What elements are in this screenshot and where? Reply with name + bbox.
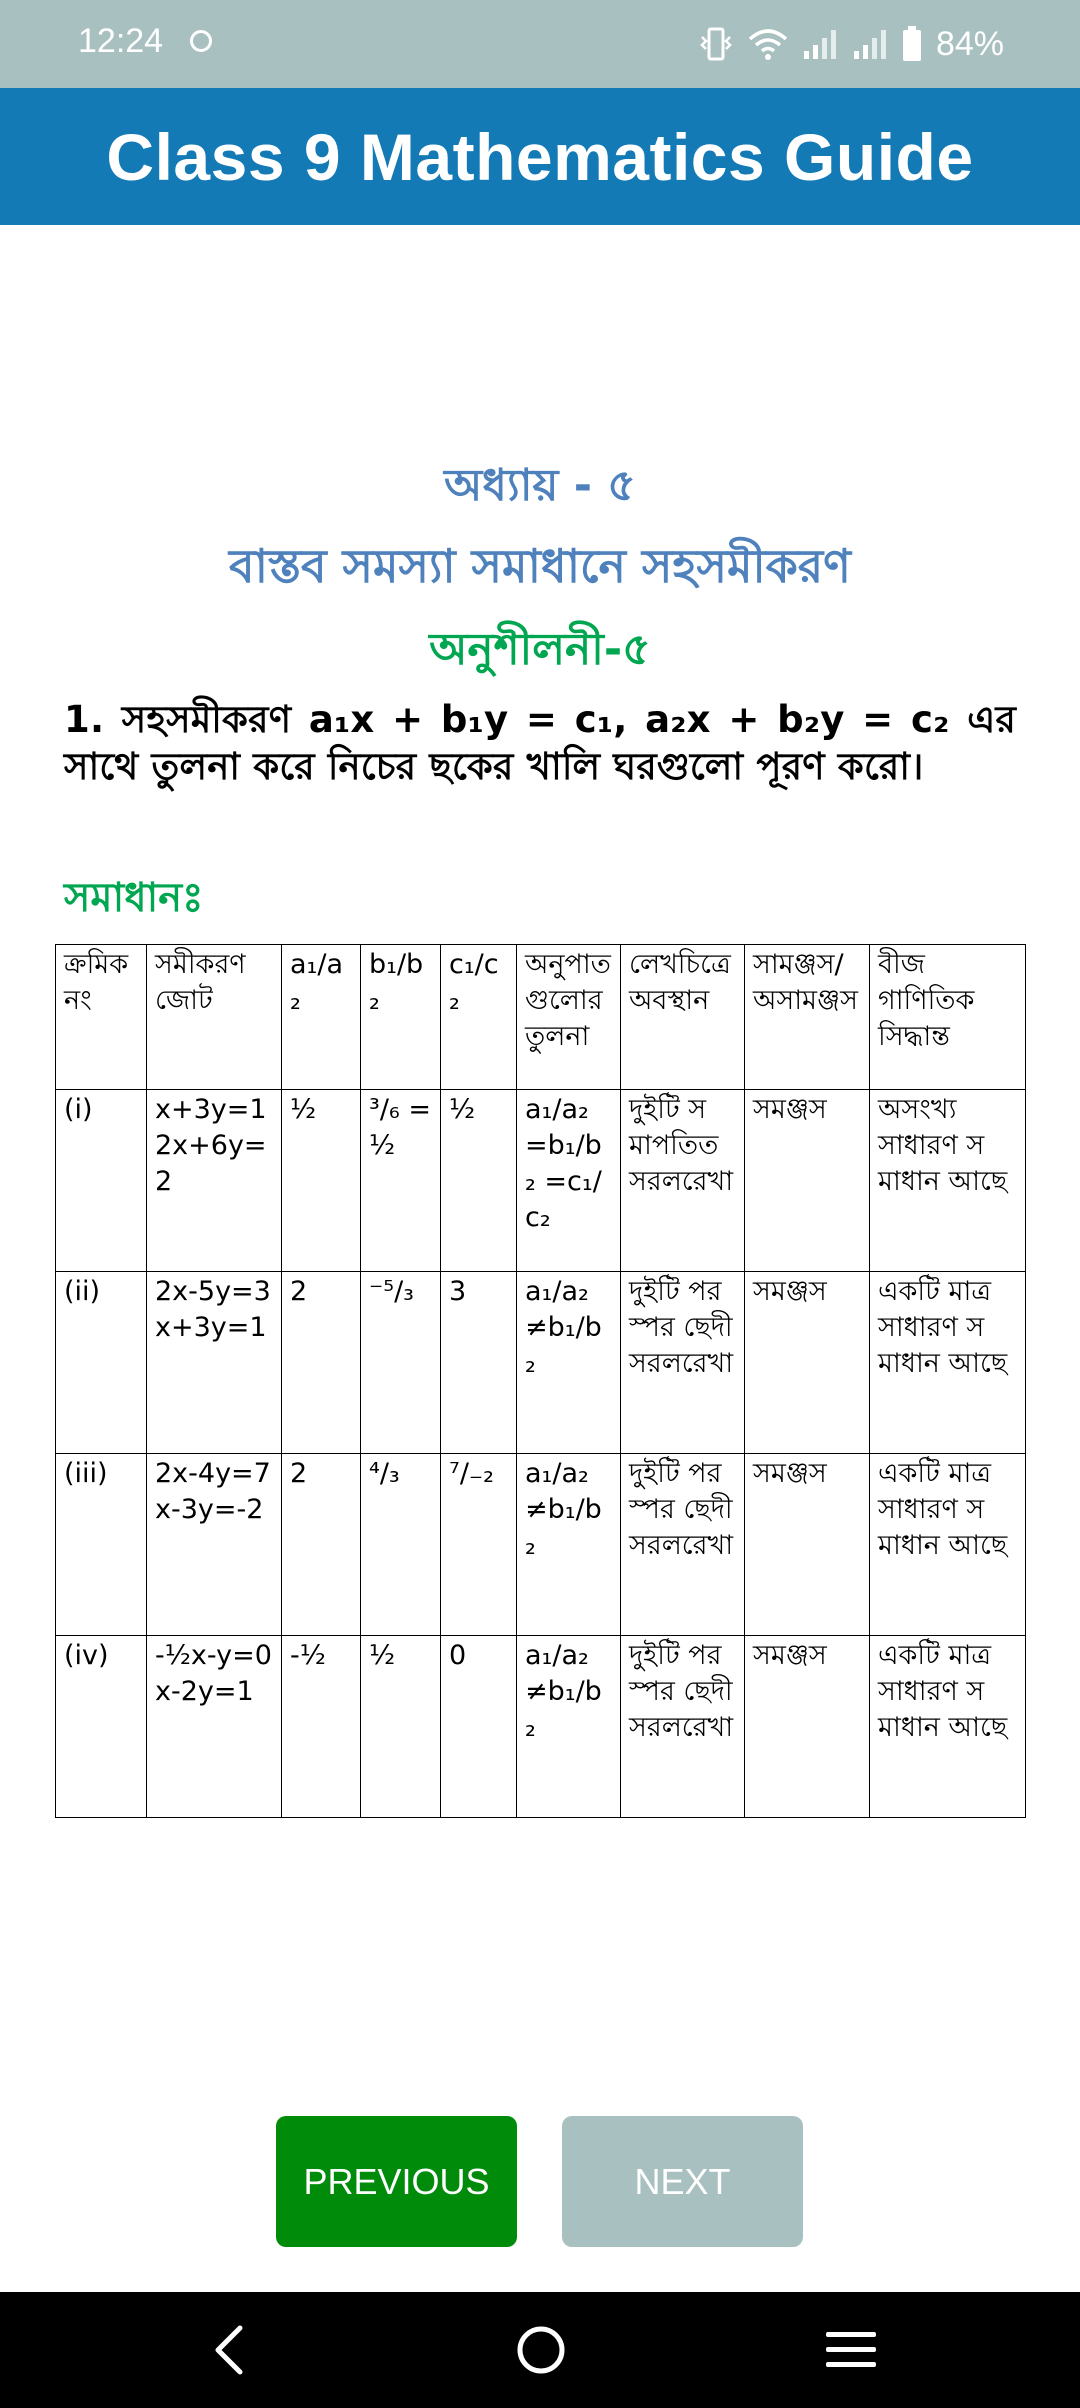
home-icon[interactable] xyxy=(516,2325,566,2375)
table-row xyxy=(56,1636,1026,1818)
table-cell: ½ xyxy=(361,1636,441,1818)
header-cell: c₁/c₂ xyxy=(441,945,517,1090)
solution-table xyxy=(55,944,1025,1818)
table-row xyxy=(56,1454,1026,1636)
table-cell: a₁/a₂ ≠b₁/b₂ xyxy=(517,1636,621,1818)
question-text: 1. সহসমীকরণ a₁x + b₁y = c₁, a₂x + b₂y = c₂ এর সাথে তুলনা করে নিচের ছকের খালি ঘরগুলো পূরণ করো। xyxy=(64,698,1016,788)
menu-icon[interactable] xyxy=(826,2330,876,2370)
battery-icon xyxy=(902,26,922,62)
table-cell: ⁻⁵/₃ xyxy=(361,1272,441,1454)
table-cell: সমঞ্জস xyxy=(745,1090,870,1272)
header-cell: লেখচিত্রে অবস্থান xyxy=(621,945,745,1090)
table-cell: 2x-4y=7 x-3y=-2 xyxy=(147,1454,282,1636)
sync-circle-icon xyxy=(190,30,212,52)
system-nav-bar xyxy=(0,2292,1080,2408)
table-cell: (iii) xyxy=(56,1454,147,1636)
header-cell: বীজগাণিতিক সিদ্ধান্ত xyxy=(870,945,1026,1090)
solution-label: সমাধানঃ xyxy=(64,875,204,921)
chapter-number: অধ্যায় - ৫ xyxy=(444,460,636,511)
header-cell: অনুপাত গুলোর তুলনা xyxy=(517,945,621,1090)
table-cell: দুইটি পরস্পর ছেদী সরলরেখা xyxy=(621,1272,745,1454)
table-cell: a₁/a₂ =b₁/b₂ =c₁/c₂ xyxy=(517,1090,621,1272)
table-cell: ½ xyxy=(282,1090,361,1272)
table-cell: সমঞ্জস xyxy=(745,1636,870,1818)
back-icon[interactable] xyxy=(210,2324,250,2376)
header-cell: ক্রমিক নং xyxy=(56,945,147,1090)
table-cell: ½ xyxy=(441,1090,517,1272)
chapter-title: বাস্তব সমস্যা সমাধানে সহসমীকরণ xyxy=(229,539,851,593)
table-cell: a₁/a₂ ≠b₁/b₂ xyxy=(517,1272,621,1454)
app-title: Class 9 Mathematics Guide xyxy=(106,119,974,194)
status-time: 12:24 xyxy=(78,22,164,60)
table-cell: সমঞ্জস xyxy=(745,1454,870,1636)
vibrate-icon xyxy=(698,27,734,61)
signal-icon xyxy=(802,27,838,61)
wifi-icon xyxy=(748,27,788,61)
table-cell: 2x-5y=3 x+3y=1 xyxy=(147,1272,282,1454)
table-cell: 2 xyxy=(282,1272,361,1454)
next-button[interactable]: NEXT xyxy=(562,2116,803,2247)
previous-button[interactable]: PREVIOUS xyxy=(276,2116,517,2247)
table-cell: ³/₆ = ½ xyxy=(361,1090,441,1272)
table-cell: (iv) xyxy=(56,1636,147,1818)
table-cell: (ii) xyxy=(56,1272,147,1454)
header-cell: সামঞ্জস/ অসামঞ্জস xyxy=(745,945,870,1090)
table-cell: দুইটি পরস্পর ছেদী সরলরেখা xyxy=(621,1454,745,1636)
signal-icon xyxy=(852,27,888,61)
table-cell: দুইটি সমাপতিত সরলরেখা xyxy=(621,1090,745,1272)
table-cell: সমঞ্জস xyxy=(745,1272,870,1454)
table-cell: অসংখ্য সাধারণ সমাধান আছে xyxy=(870,1090,1026,1272)
table-cell: ⁷/₋₂ xyxy=(441,1454,517,1636)
table-cell: ⁴/₃ xyxy=(361,1454,441,1636)
header-cell: সমীকরণ জোট xyxy=(147,945,282,1090)
table-row xyxy=(56,1272,1026,1454)
table-cell: 0 xyxy=(441,1636,517,1818)
exercise-title: অনুশীলনী-৫ xyxy=(429,624,651,675)
status-bar xyxy=(0,0,1080,88)
battery-percent: 84% xyxy=(935,24,1004,63)
table-cell: একটি মাত্র সাধারণ সমাধান আছে xyxy=(870,1272,1026,1454)
table-header-row xyxy=(56,945,1026,1090)
header-cell: a₁/a₂ xyxy=(282,945,361,1090)
table-cell: -½ xyxy=(282,1636,361,1818)
table-cell: 3 xyxy=(441,1272,517,1454)
table-row xyxy=(56,1090,1026,1272)
table-cell: -½x-y=0 x-2y=1 xyxy=(147,1636,282,1818)
table-cell: একটি মাত্র সাধারণ সমাধান আছে xyxy=(870,1636,1026,1818)
table-cell: a₁/a₂ ≠b₁/b₂ xyxy=(517,1454,621,1636)
table-cell: 2 xyxy=(282,1454,361,1636)
app-bar xyxy=(0,88,1080,225)
table-cell: দুইটি পরস্পর ছেদী সরলরেখা xyxy=(621,1636,745,1818)
table-cell: (i) xyxy=(56,1090,147,1272)
status-icons xyxy=(698,20,1004,68)
comparison-table xyxy=(55,944,1026,1818)
table-cell: x+3y=1 2x+6y=2 xyxy=(147,1090,282,1272)
header-cell: b₁/b₂ xyxy=(361,945,441,1090)
table-cell: একটি মাত্র সাধারণ সমাধান আছে xyxy=(870,1454,1026,1636)
